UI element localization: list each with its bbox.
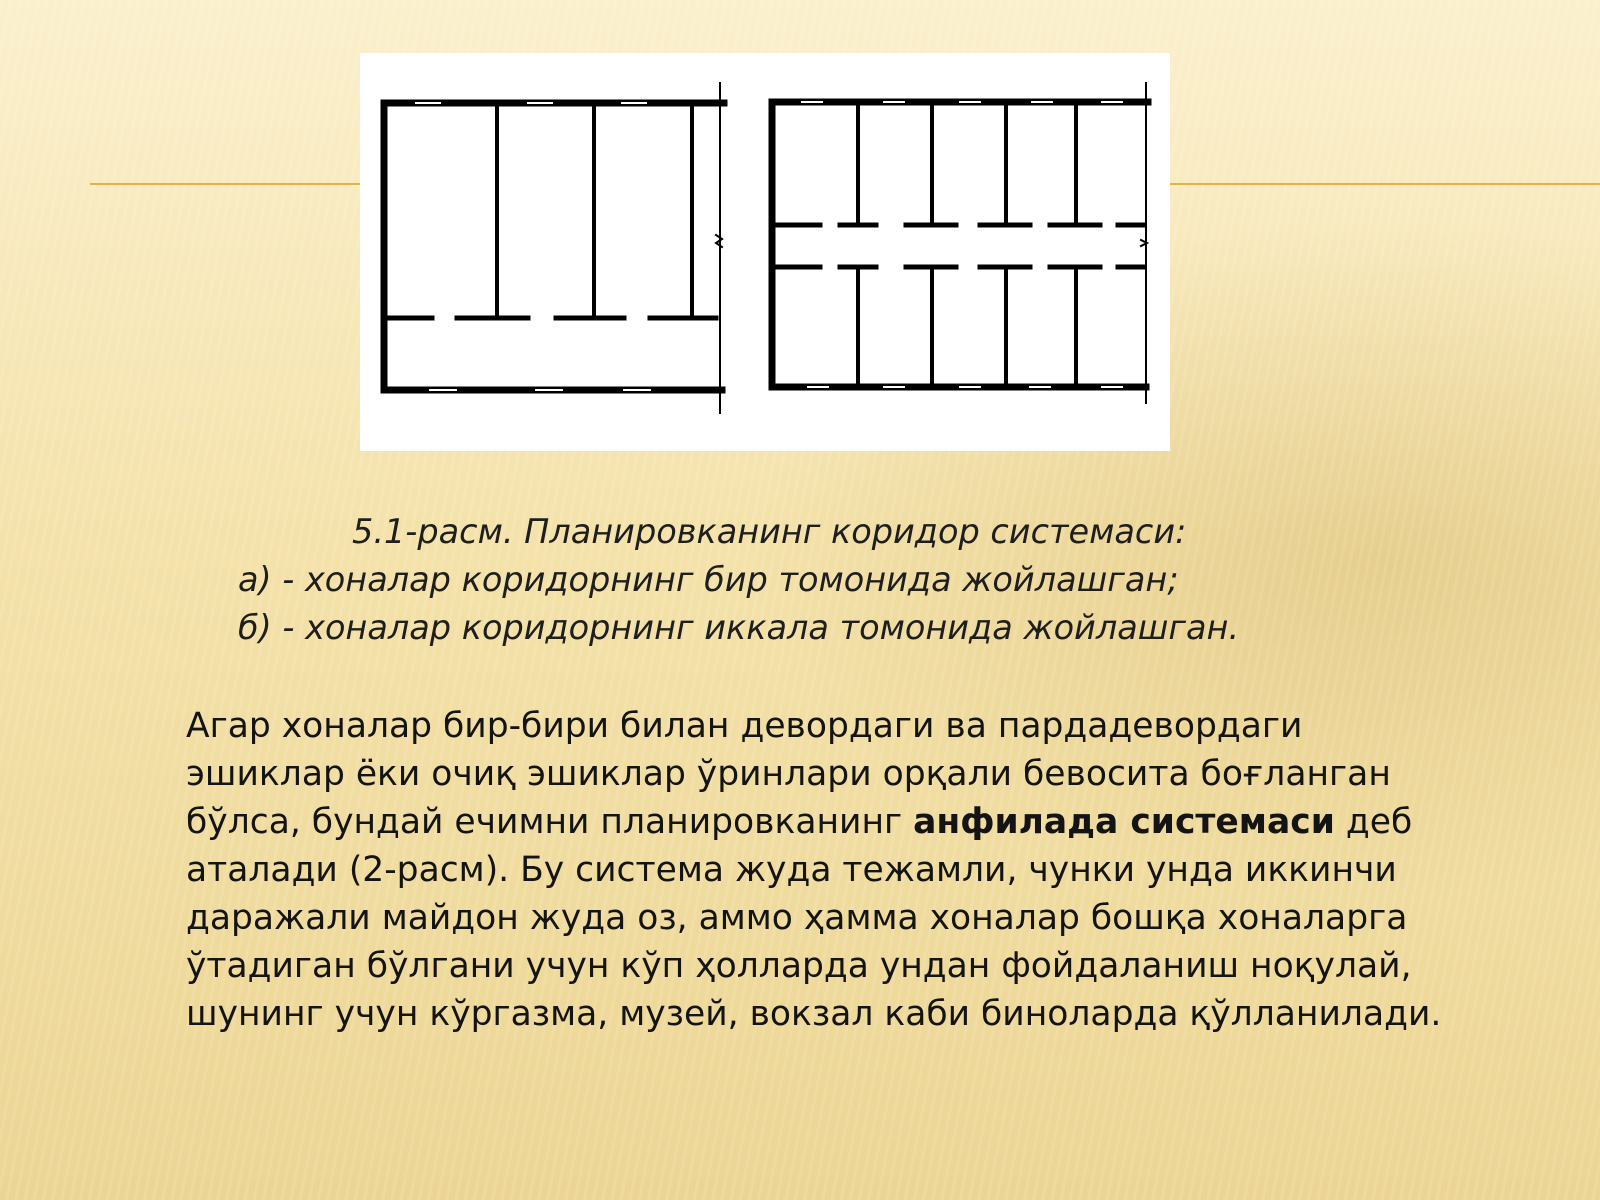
caption-line-a: а) - хоналар коридорнинг бир томонида жойлашган; xyxy=(238,560,1179,599)
floor-plan-drawing xyxy=(360,53,1170,451)
plan-a-one-sided-corridor xyxy=(384,83,724,413)
caption-title: 5.1-расм. Планировканинг коридор системаси: xyxy=(352,512,1187,551)
caption-line-b: б) - хоналар коридорнинг иккала томонида жойлашган. xyxy=(238,608,1240,647)
body-paragraph xyxy=(186,702,1446,1038)
body-text-part2: деб аталади (2-расм). Бу система жуда тежамли, чунки унда иккинчи даражали майдон жуда оз, аммо ҳамма хоналар бошқа хоналарга ўтадиган бўлгани учун кўп ҳолларда ундан фойдаланиш ноқулай, шунинг учун кўргазма, музей, вокзал каби биноларда қўлланилади. xyxy=(186,802,1442,1034)
body-text-part1: Агар хоналар бир-бири билан девордаги ва пардадевордаги эшиклар ёки очиқ эшиклар ўринлари орқали бевосита боғланган бўлса, бундай ечимни планировканинг xyxy=(186,706,1391,842)
figure-caption xyxy=(150,508,1450,652)
floor-plan-figure xyxy=(360,53,1170,451)
body-term-enfilade-system: анфилада системаси xyxy=(913,802,1335,842)
plan-b-two-sided-corridor xyxy=(772,83,1148,403)
